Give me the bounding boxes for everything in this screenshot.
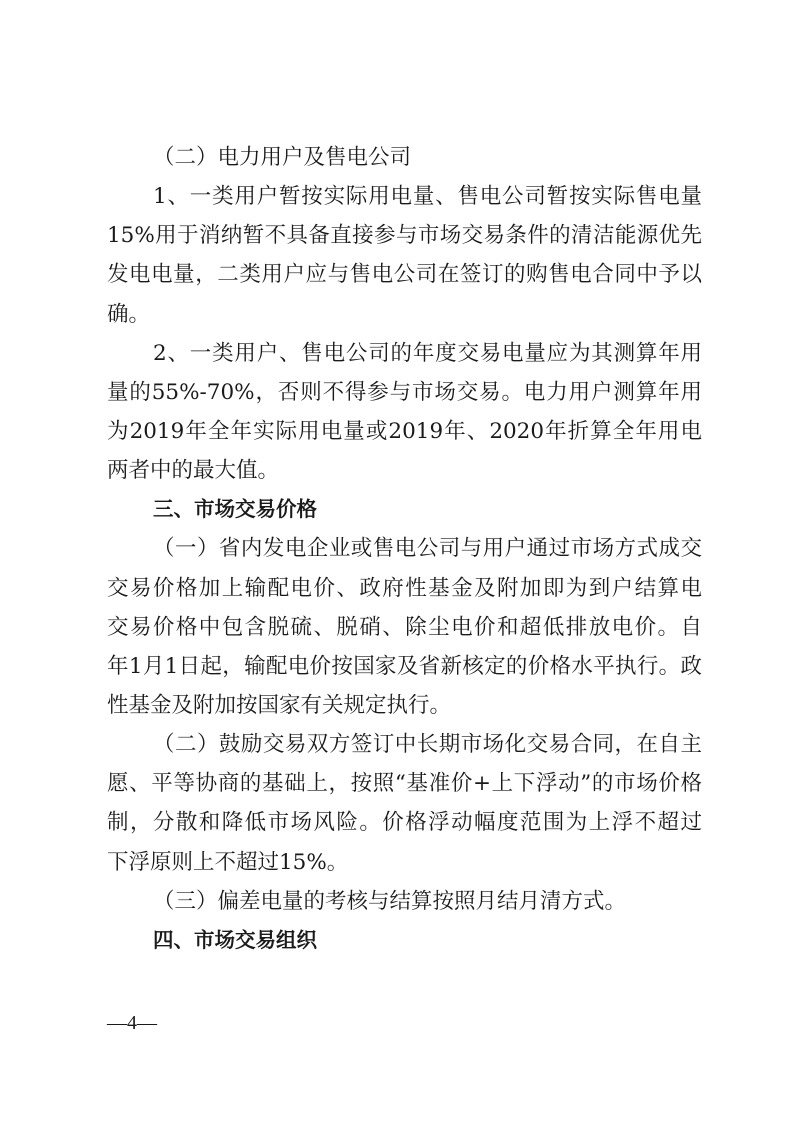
paragraph-line: 2、一类用户、售电公司的年度交易电量应为其测算年用: [153, 340, 702, 366]
paragraph-line: 交易价格中包含脱硫、脱硝、除尘电价和超低排放电价。自: [107, 614, 702, 640]
paragraph-line: 制，分散和降低市场风险。价格浮动幅度范围为上浮不超过: [107, 810, 702, 836]
paragraph-line: 为2019年全年实际用电量或2019年、2020年折算全年用电: [107, 418, 702, 444]
paragraph-line: 年1月1日起，输配电价按国家及省新核定的价格水平执行。政: [107, 653, 702, 679]
paragraph-line: （二）鼓励交易双方签订中长期市场化交易合同，在自主: [153, 732, 702, 758]
paragraph-line: 愿、平等协商的基础上，按照“基准价+上下浮动”的市场价格: [107, 771, 702, 797]
paragraph-line: 性基金及附加按国家有关规定执行。: [107, 692, 452, 718]
paragraph-line: 两者中的最大值。: [107, 458, 280, 484]
paragraph-line: （三）偏差电量的考核与结算按照月结月清方式。: [153, 888, 627, 914]
document-body: [107, 138, 702, 960]
paragraph-line: 15%用于消纳暂不具备直接参与市场交易条件的清洁能源优先: [107, 223, 702, 249]
paragraph-line: 交易价格加上输配电价、政府性基金及附加即为到户结算电: [107, 575, 702, 601]
chapter-heading: 四、市场交易组织: [153, 927, 317, 952]
page-number: —4—: [107, 1012, 157, 1034]
paragraph-line: 1、一类用户暂按实际用电量、售电公司暂按实际售电量: [153, 184, 702, 210]
paragraph-line: 确。: [107, 301, 151, 327]
paragraph-line: 发电电量，二类用户应与售电公司在签订的购售电合同中予以: [107, 262, 702, 288]
paragraph-line: 下浮原则上不超过15%。: [107, 849, 349, 875]
paragraph-line: （一）省内发电企业或售电公司与用户通过市场方式成交: [153, 536, 702, 562]
chapter-heading: 三、市场交易价格: [153, 497, 317, 522]
section-heading: （二）电力用户及售电公司: [153, 145, 412, 170]
paragraph-line: 量的55%-70%，否则不得参与市场交易。电力用户测算年用: [107, 379, 702, 405]
